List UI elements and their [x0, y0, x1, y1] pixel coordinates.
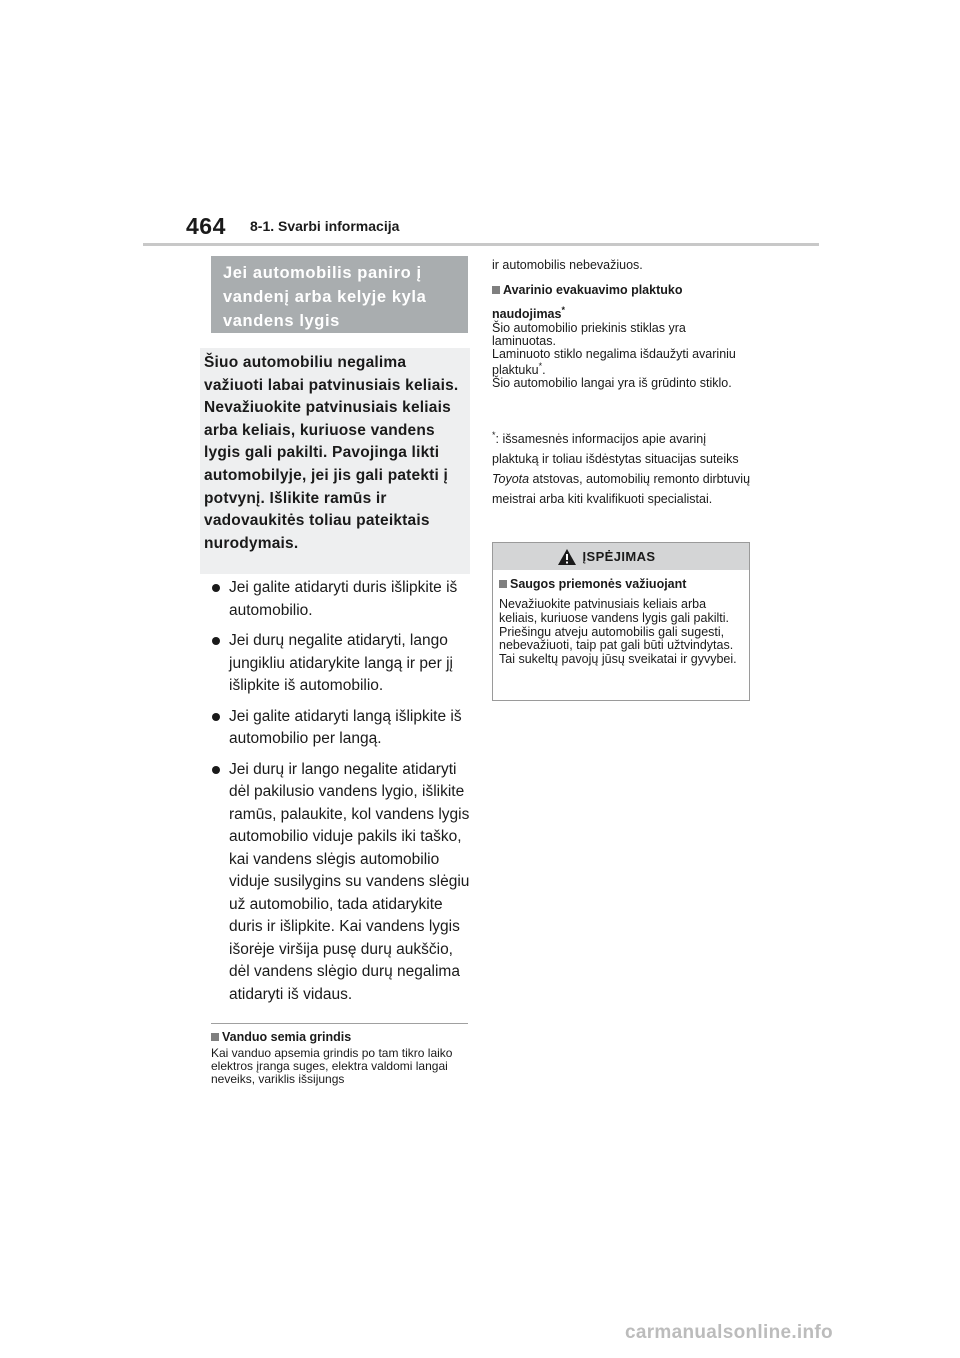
subsection-body: Kai vanduo apsemia grindis po tam tikro laiko elektros įranga suges, elektra valdomi langai neveiks, variklis išsijungs [211, 1046, 453, 1086]
bullet-dot-icon [212, 637, 220, 645]
subsection-heading-text: Vanduo semia grindis [222, 1030, 352, 1044]
header-divider [143, 243, 819, 246]
subsection-body [492, 322, 752, 390]
bullet-dot-icon [212, 766, 220, 774]
bullet-dot-icon [212, 713, 220, 721]
footnote-asterisk: * [561, 305, 565, 315]
section-heading: Jei automobilis paniro į vandenį arba kelyje kyla vandens lygis [211, 256, 468, 333]
footnote-asterisk: * [492, 430, 496, 440]
footnote [492, 425, 754, 509]
list-item [211, 759, 473, 1007]
warning-sub-heading-text: Saugos priemonės važiuojant [510, 577, 687, 591]
list-item [211, 630, 473, 698]
page-number: 464 [186, 213, 226, 239]
warning-header [493, 543, 749, 570]
subsection-divider [211, 1023, 468, 1024]
bullet-dot-icon [212, 584, 220, 592]
bullet-list [211, 577, 473, 1014]
bullet-text: Jei galite atidaryti langą išlipkite iš automobilio per langą. [229, 707, 462, 747]
list-item [211, 577, 473, 622]
warning-triangle-icon [557, 548, 577, 566]
body-line: Šio automobilio priekinis stiklas yra laminuotas. [492, 321, 686, 348]
footnote-asterisk: * [538, 361, 543, 372]
body-line [492, 348, 752, 378]
bullet-text: Jei galite atidaryti duris išlipkite iš automobilio. [229, 579, 458, 619]
intro-box: Šiuo automobiliu negalima važiuoti labai patvinusiais keliais. Nevažiuokite patvinusiais keliais arba keliais, kuriuose vandens lygis gali pakilti. Pavojinga likti automobilyje, jei jis gali patekti į potvynį. Išlikite ramūs ir vadovaukitės toliau pateiktais nurodymais. [200, 348, 470, 574]
bullet-text: Jei durų negalite atidaryti, lango jungikliu atidarykite langą ir per jį išlipkite iš automobilio. [229, 632, 454, 694]
footnote-text: atstovas, automobilių remonto dirbtuvių meistrai arba kiti kvalifikuoti specialistai. [492, 472, 751, 507]
square-marker-icon [492, 286, 500, 294]
warning-body: Nevažiuokite patvinusiais keliais arba keliais, kuriuose vandens lygis gali pakilti. Priešingu atveju automobilis gali sugesti, nebevažiuoti, taip pat gali būti užtvindytas. Tai sukeltų pavojų jūsų sveikatai ir gyvybei. [499, 597, 737, 667]
body-line: Šio automobilio langai yra iš grūdinto stiklo. [492, 376, 732, 391]
square-marker-icon [211, 1033, 219, 1041]
square-marker-icon [499, 580, 507, 588]
footnote-brand: Toyota [492, 472, 530, 487]
subsection-heading-floor-flooding [211, 1029, 471, 1045]
body-text: Laminuoto stiklo negalima išdaužyti avariniu plaktuku [492, 346, 736, 378]
watermark: carmanualsonline.info [625, 1322, 833, 1343]
continuation-text: ir automobilis nebevažiuos. [492, 258, 643, 272]
footnote-text: : išsamesnės informacijos apie avarinį plaktuką ir toliau išdėstytas situacijas suteiks [492, 432, 739, 467]
warning-sub-heading [499, 577, 745, 591]
subsection-heading-hammer [492, 280, 752, 324]
body-text: . [542, 363, 546, 378]
list-item [211, 706, 473, 751]
section-title: 8-1. Svarbi informacija [250, 218, 400, 234]
warning-title: ĮSPĖJIMAS [582, 549, 656, 564]
subsection-heading-text: Avarinio evakuavimo plaktuko naudojimas [492, 283, 683, 322]
warning-box [492, 542, 750, 701]
bullet-text: Jei durų ir lango negalite atidaryti dėl pakilusio vandens lygio, išlikite ramūs, palaukite, kol vandens lygis automobilio viduje pakils iki taško, kai vandens slėgis automobilio viduje susilygins su vandens slėgiu už automobilio, tada atidarykite duris ir išlipkite. Kai vandens lygis išorėje viršija pusę durų aukščio, dėl vandens slėgio durų negalima atidaryti iš vidaus. [229, 760, 470, 1003]
